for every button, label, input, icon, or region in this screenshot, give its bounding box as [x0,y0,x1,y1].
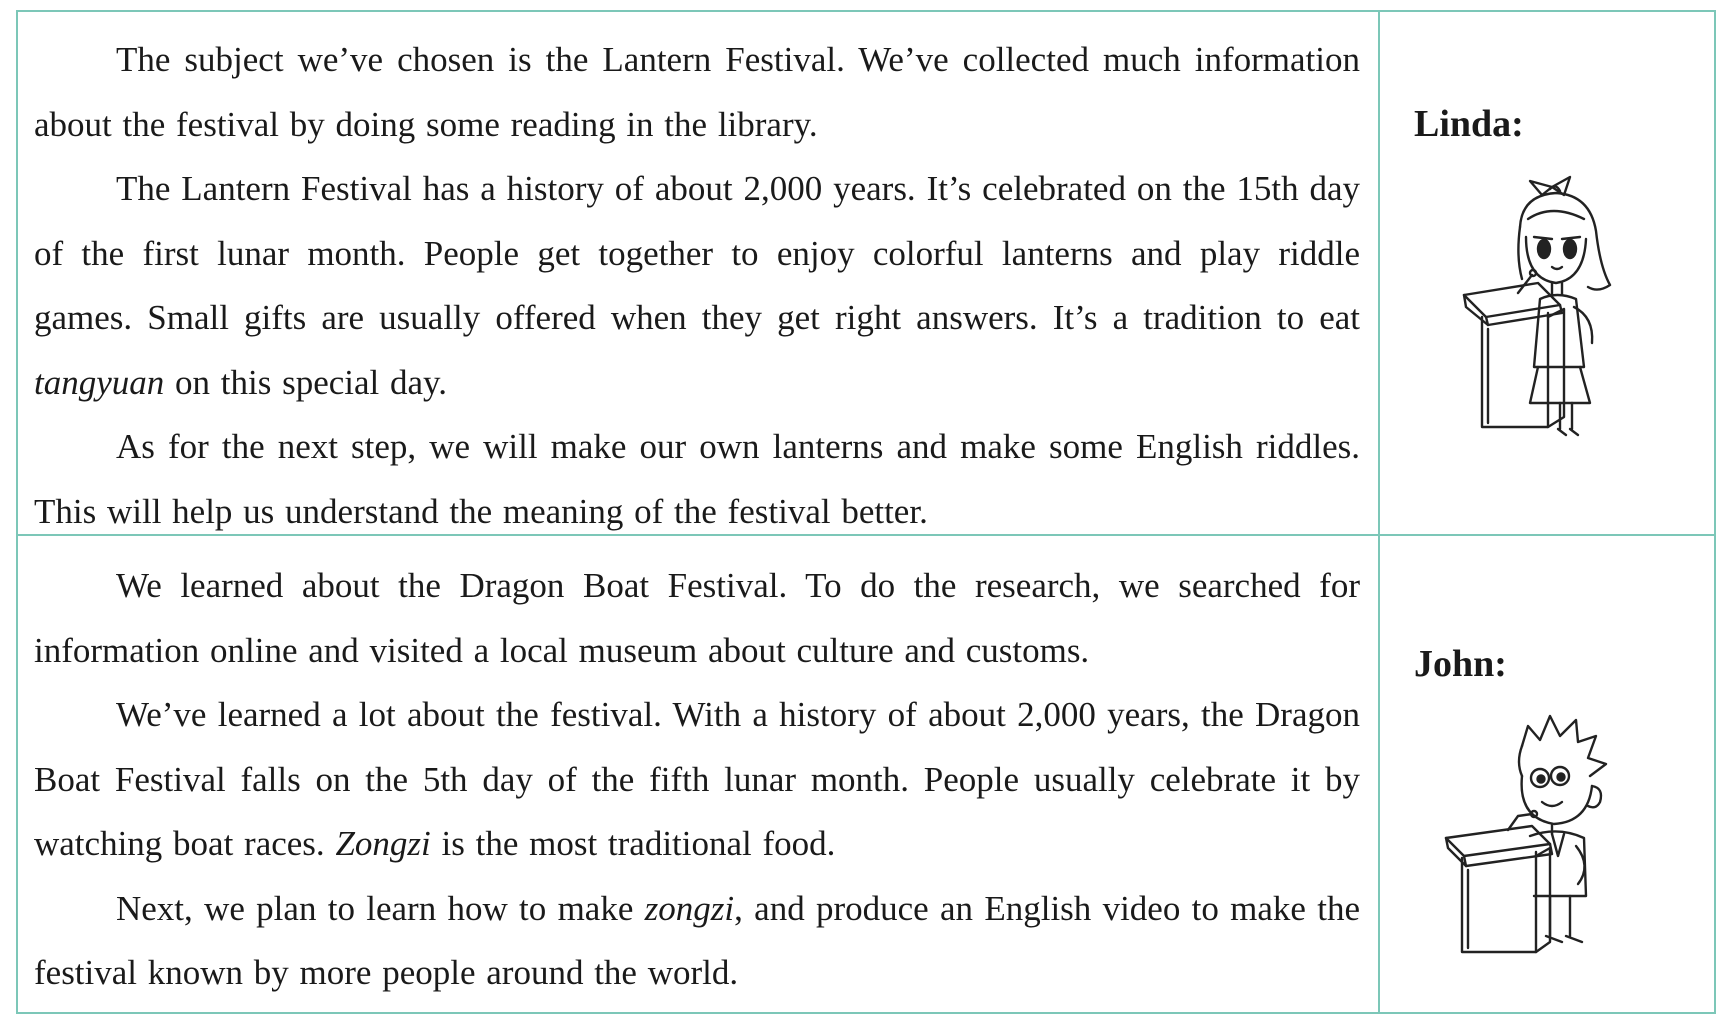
john-row [18,534,1714,1014]
john-text-cell [18,536,1380,1014]
paragraph-text: The subject we’ve chosen is the Lantern Festival. We’ve collected much information about the festival by doing some reading in the library. [34,40,1360,144]
speaker-name: Linda [1414,103,1512,145]
paragraph-text: The Lantern Festival has a history of about 2,000 years. It’s celebrated on the 15th day of the first lunar month. People get together to enjoy colorful lanterns and play riddle games. Small gifts are usually offered when they get right answers. It’s a tradition to eat [34,169,1360,337]
paragraph-text: Next, we plan to learn how to make [116,888,645,928]
paragraph-text: We learned about the Dragon Boat Festival. To do the research, we searched for information online and visited a local museum about culture and customs. [34,566,1360,670]
john-paragraph-1 [34,554,1360,683]
linda-text-cell [18,12,1380,534]
john-paragraph-2 [34,683,1360,877]
linda-paragraph-1 [34,28,1360,157]
speaker-colon: : [1511,103,1524,145]
john-paragraph-3 [34,877,1360,1006]
presentation-table [16,10,1716,1014]
italic-term: tangyuan [34,362,165,402]
linda-side-cell [1380,12,1716,534]
italic-term: zongzi [644,888,735,928]
paragraph-text: As for the next step, we will make our own lanterns and make some English riddles. This will help us understand the meaning of the festival better. [34,427,1360,531]
john-side-cell [1380,536,1716,1014]
paragraph-text: on this special day. [164,362,448,402]
speaker-label [1414,102,1524,146]
italic-term: Zongzi [335,824,431,863]
paragraph-text: , and produce an English video to make the festival known by more people around the world. [34,888,1360,992]
paragraph-text: is the most traditional food. [430,824,836,863]
speaker-label [1414,642,1507,686]
linda-row [18,12,1714,534]
girl-speaker-illustration [1460,167,1640,447]
boy-speaker-illustration [1442,706,1642,956]
speaker-name: John [1414,643,1495,685]
linda-paragraph-3 [34,415,1360,544]
linda-paragraph-2 [34,157,1360,415]
speaker-colon: : [1494,643,1507,685]
paragraph-text: We’ve learned a lot about the festival. With a history of about 2,000 years, the Dragon Boat Festival falls on the 5th day of the fifth lunar month. People usually celebrate it by watching boat races. [34,695,1360,863]
